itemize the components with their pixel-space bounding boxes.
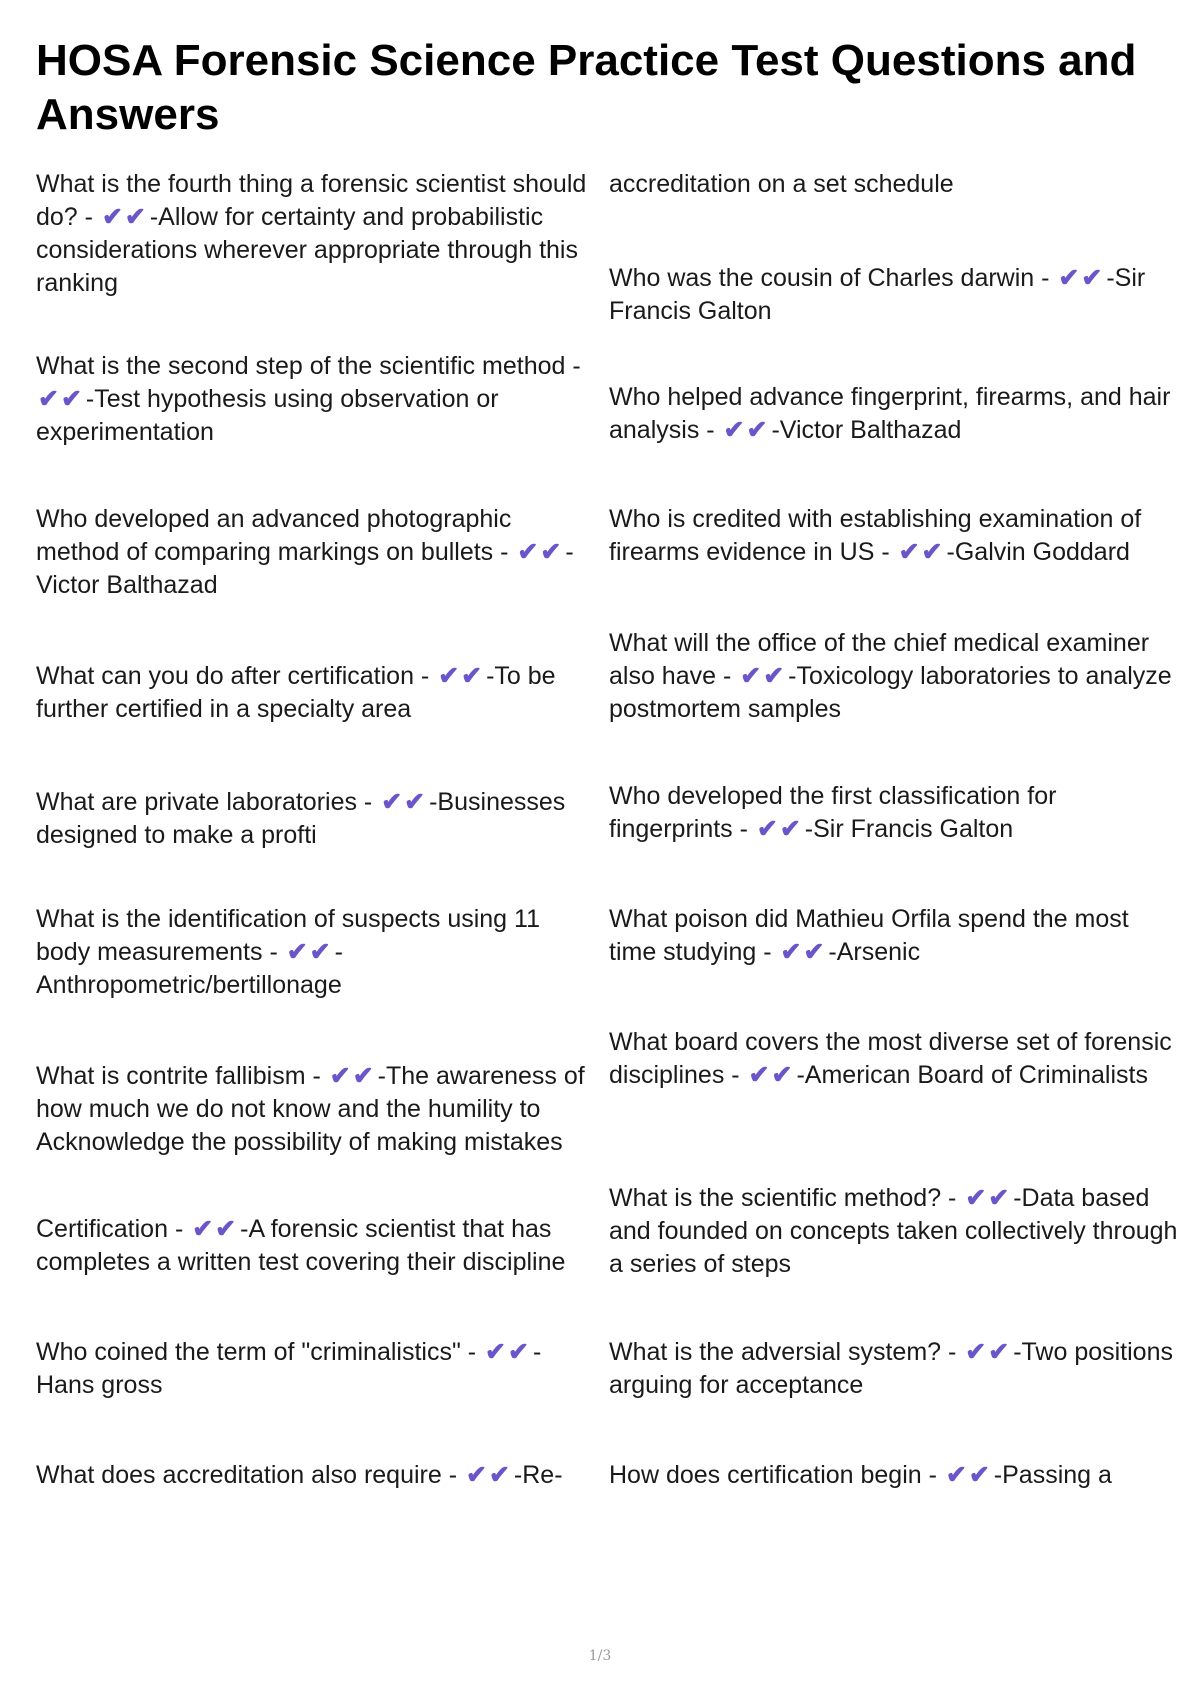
qa-item	[36, 1060, 596, 1159]
qa-item	[609, 381, 1179, 447]
qa-item	[36, 350, 596, 449]
question-text: What is the adversial system? -	[609, 1338, 964, 1366]
question-text: What is contrite fallibism -	[36, 1062, 328, 1090]
check-icon: ✔✔	[898, 538, 945, 566]
check-icon: ✔✔	[748, 1061, 795, 1089]
qa-item	[609, 262, 1179, 328]
answer-text: -Anthropometric/bertillonage	[36, 938, 343, 999]
check-icon: ✔✔	[723, 416, 770, 444]
check-icon: ✔✔	[780, 938, 827, 966]
qa-item	[609, 1182, 1179, 1281]
question-text: Who helped advance fingerprint, firearms, and hair analysis -	[609, 383, 1171, 444]
check-icon: ✔✔	[101, 203, 148, 231]
check-icon: ✔✔	[485, 1338, 531, 1366]
question-text: What is the second step of the scientific method -	[36, 352, 581, 380]
answer-text: -Two positions arguing for acceptance	[609, 1338, 1173, 1399]
question-text: What can you do after certification -	[36, 662, 437, 690]
question-text: How does certification begin -	[609, 1461, 944, 1489]
question-text: What will the office of the chief medical examiner also have -	[609, 629, 1150, 690]
check-icon: ✔✔	[466, 1461, 512, 1489]
check-icon: ✔✔	[438, 662, 485, 690]
answer-text: -Galvin Goddard	[946, 538, 1130, 566]
answer-text: -Re-	[513, 1461, 563, 1489]
question-text: Who coined the term of "criminalistics" -	[36, 1338, 484, 1366]
question-text: What board covers the most diverse set of forensic disciplines -	[609, 1028, 1172, 1089]
qa-item	[36, 903, 596, 1002]
answer-text: -Toxicology laboratories to analyze postmortem samples	[609, 662, 1172, 723]
question-text: Certification -	[36, 1215, 191, 1243]
question-text: What is the identification of suspects using 11 body measurements -	[36, 905, 540, 966]
page-number: 1/3	[588, 1648, 612, 1664]
question-text: What is the fourth thing a forensic scientist should do? -	[36, 170, 587, 231]
answer-text: -Sir Francis Galton	[609, 264, 1146, 325]
qa-item	[609, 780, 1179, 846]
check-icon: ✔✔	[945, 1461, 992, 1489]
qa-item	[36, 1213, 596, 1279]
qa-item	[36, 503, 596, 602]
answer-text: -Hans gross	[36, 1338, 542, 1399]
question-text: What is the scientific method? -	[609, 1184, 964, 1212]
answer-text: -A forensic scientist that has completes a written test covering their discipline	[36, 1215, 566, 1276]
qa-item	[36, 168, 596, 300]
question-text: What does accreditation also require -	[36, 1461, 464, 1489]
qa-item	[609, 903, 1179, 969]
qa-item-continued	[609, 168, 1179, 201]
qa-item	[609, 1336, 1179, 1402]
answer-text: -American Board of Criminalists	[796, 1061, 1148, 1089]
answer-text: -To be further certified in a specialty area	[36, 662, 556, 723]
qa-item	[36, 1336, 596, 1402]
answer-text: -Victor Balthazad	[36, 538, 574, 599]
check-icon: ✔✔	[329, 1062, 376, 1090]
check-icon: ✔✔	[756, 815, 803, 843]
qa-item	[609, 1026, 1179, 1092]
answer-text: -Businesses designed to make a profti	[36, 788, 566, 849]
check-icon: ✔✔	[965, 1184, 1012, 1212]
check-icon: ✔✔	[1058, 264, 1105, 292]
check-icon: ✔✔	[381, 788, 428, 816]
qa-item	[609, 1459, 1179, 1492]
page-title: HOSA Forensic Science Practice Test Questions and Answers	[36, 36, 1137, 139]
question-text: Who developed the first classification for fingerprints -	[609, 782, 1057, 843]
answer-text: -Passing a	[993, 1461, 1112, 1489]
answer-text: -Allow for certainty and probabilistic considerations wherever appropriate through this ranking	[36, 203, 578, 297]
check-icon: ✔✔	[192, 1215, 239, 1243]
answer-text: -Test hypothesis using observation or experimentation	[36, 385, 499, 446]
check-icon: ✔✔	[965, 1338, 1012, 1366]
answer-text: -Data based and founded on concepts taken collectively through a series of steps	[609, 1184, 1178, 1278]
check-icon: ✔✔	[740, 662, 787, 690]
answer-text: accreditation on a set schedule	[609, 170, 954, 198]
qa-item	[609, 627, 1179, 726]
question-text: What poison did Mathieu Orfila spend the most time studying -	[609, 905, 1129, 966]
answer-text: -The awareness of how much we do not know and the humility to Acknowledge the possibility of making mistakes	[36, 1062, 585, 1156]
check-icon: ✔✔	[38, 385, 84, 413]
qa-item	[36, 786, 596, 852]
question-text: Who is credited with establishing examination of firearms evidence in US -	[609, 505, 1142, 566]
qa-item	[36, 660, 596, 726]
question-text: What are private laboratories -	[36, 788, 380, 816]
qa-item	[609, 503, 1179, 569]
answer-text: -Sir Francis Galton	[804, 815, 1014, 843]
question-text: Who was the cousin of Charles darwin -	[609, 264, 1057, 292]
answer-text: -Victor Balthazad	[771, 416, 962, 444]
qa-item	[36, 1459, 596, 1492]
check-icon: ✔✔	[517, 538, 564, 566]
question-text: Who developed an advanced photographic method of comparing markings on bullets -	[36, 505, 516, 566]
check-icon: ✔✔	[286, 938, 333, 966]
answer-text: -Arsenic	[828, 938, 921, 966]
